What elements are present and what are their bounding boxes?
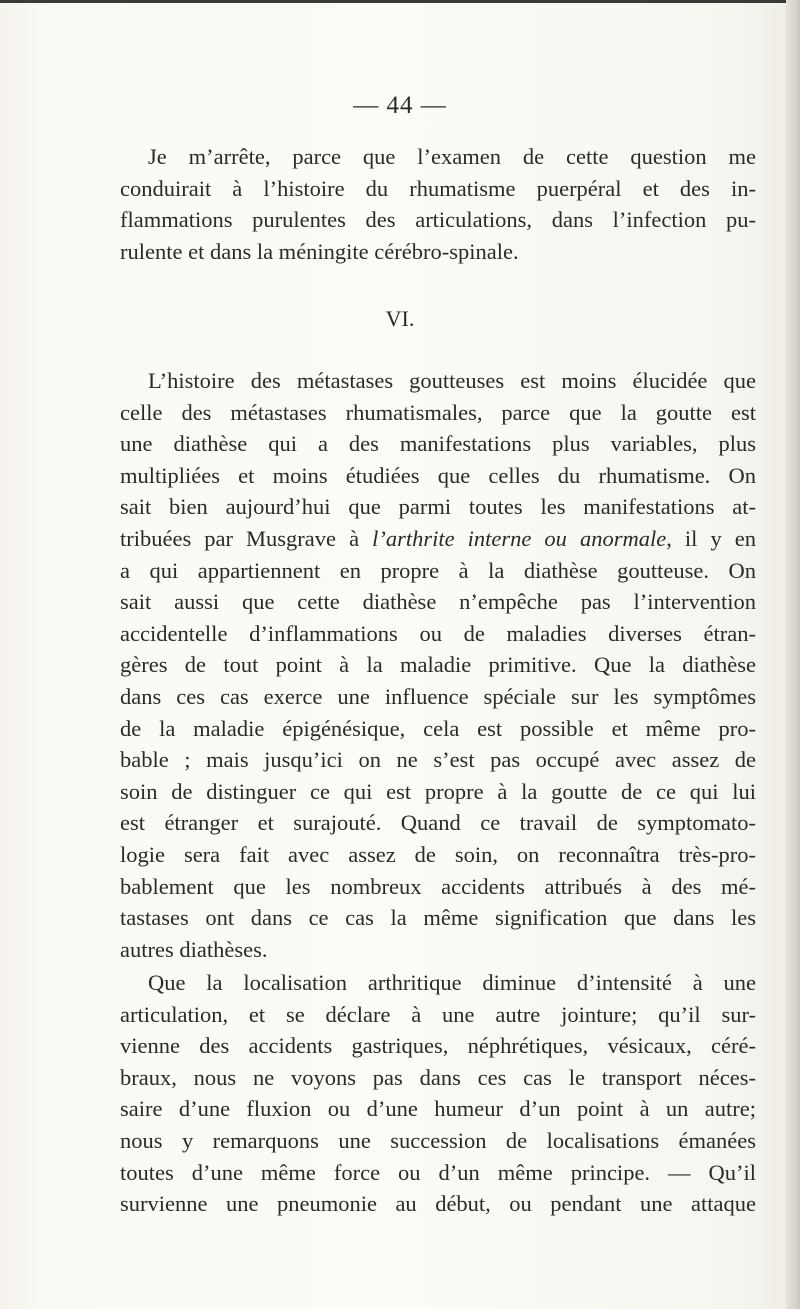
text-line: flammations purulentes des articulations, dans l’infection pu- (120, 207, 756, 233)
text-line: sait bien aujourd’hui que parmi toutes les manifestations at- (120, 494, 756, 520)
text-run: , il y en (666, 525, 756, 551)
text-line: gères de tout point à la maladie primitive. Que la diathèse (120, 652, 756, 678)
text-line: Je m’arrête, parce que l’examen de cette question me (148, 144, 756, 169)
text-line: tastases ont dans ce cas la même signification que dans les (120, 905, 756, 931)
text-line: dans ces cas exerce une influence spéciale sur les symptômes (120, 683, 756, 709)
text-line: autres diathèses. (120, 936, 268, 962)
text-run: tribuées par Musgrave à (120, 525, 373, 551)
text-line: accidentelle d’inflammations ou de maladies diverses étran- (120, 620, 756, 646)
text-line: saire d’une fluxion ou d’une humeur d’un point à un autre; (120, 1096, 756, 1122)
text-line: rulente et dans la méningite cérébro-spinale. (120, 238, 519, 264)
text-line: celle des métastases rhumatismales, parce que la goutte est (120, 399, 756, 425)
text-line: survienne une pneumonie au début, ou pendant une attaque (120, 1191, 756, 1217)
text-line: multipliées et moins étudiées que celles du rhumatisme. On (120, 462, 756, 488)
text-line (120, 523, 756, 555)
section-heading: VI. (385, 306, 415, 331)
page-number: — 44 — (353, 92, 447, 119)
text-line: L’histoire des métastases goutteuses est moins élucidée que (148, 368, 756, 393)
text-line: bablement que les nombreux accidents attribués à des mé- (120, 873, 756, 899)
text-line: braux, nous ne voyons pas dans ces cas le transport néces- (120, 1064, 756, 1090)
text-line: soin de distinguer ce qui est propre à la goutte de ce qui lui (120, 778, 756, 804)
text-line: toutes d’une même force ou d’un même principe. — Qu’il (120, 1159, 756, 1185)
text-line: est étranger et surajouté. Quand ce travail de symptomato- (120, 810, 756, 836)
paragraph-1 (120, 141, 756, 267)
text-line: de la maladie épigénésique, cela est possible et même pro- (120, 715, 756, 741)
text-line: logie sera fait avec assez de soin, on reconnaîtra très-pro- (120, 841, 756, 867)
text-line: a qui appartiennent en propre à la diathèse goutteuse. On (120, 557, 756, 583)
paragraph-3 (120, 967, 756, 1220)
text-line: vienne des accidents gastriques, néphrétiques, vésicaux, céré- (120, 1033, 756, 1059)
paragraph-2 (120, 365, 756, 965)
italic-title: l’arthrite interne ou anormale (372, 525, 667, 551)
text-line: articulation, et se déclare à une autre jointure; qu’il sur- (120, 1001, 756, 1027)
top-rule (0, 0, 800, 3)
text-line: sait aussi que cette diathèse n’empêche pas l’intervention (120, 589, 756, 615)
text-line: conduirait à l’histoire du rhumatisme puerpéral et des in- (120, 175, 756, 201)
text-line: nous y remarquons une succession de localisations émanées (120, 1127, 756, 1153)
text-line: bable ; mais jusqu’ici on ne s’est pas occupé avec assez de (120, 747, 756, 773)
text-line: une diathèse qui a des manifestations plus variables, plus (120, 431, 756, 457)
page-edge (786, 0, 800, 1309)
text-line: Que la localisation arthritique diminue d’intensité à une (148, 970, 756, 995)
